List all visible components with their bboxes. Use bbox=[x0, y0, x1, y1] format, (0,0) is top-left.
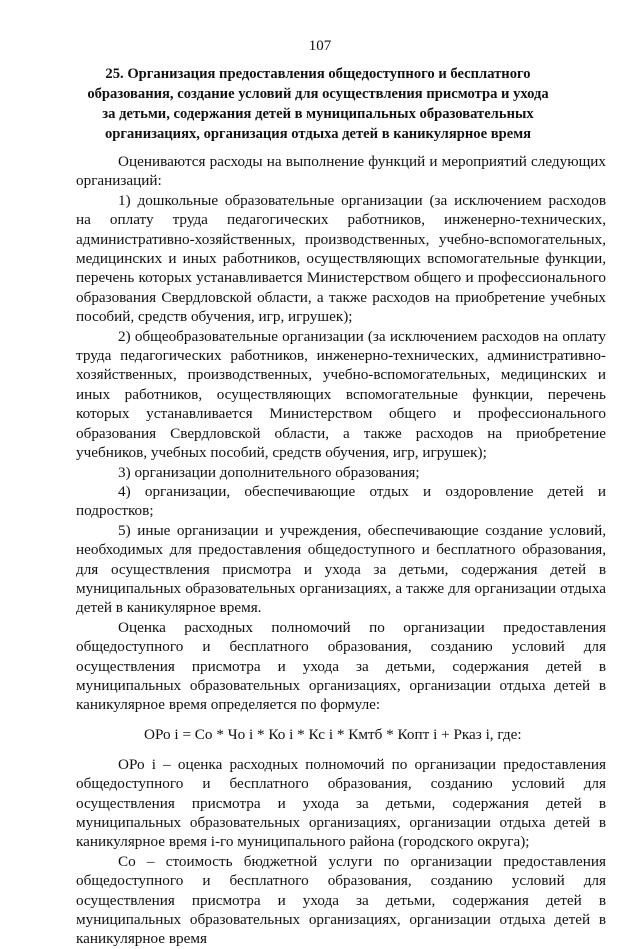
heading-line: образования, создание условий для осуществления присмотра и ухода bbox=[87, 86, 549, 102]
definition-co: Со – стоимость бюджетной услуги по организации предоставления общедоступного и бесплатного образования, созданию условий для осуществления присмотра и ухода за детьми, содержания детей в муниципальных образовательных организациях, организации отдыха детей в каникулярное время bbox=[76, 852, 606, 948]
paragraph-assessment: Оценка расходных полномочий по организации предоставления общедоступного и бесплатного образования, созданию условий для осуществления присмотра и ухода за детьми, содержания детей в муниципальных образовательных организациях, организации отдыха детей в каникулярное время определяется по формуле: bbox=[76, 618, 606, 714]
page-number: 107 bbox=[308, 38, 332, 54]
definition-or: ОРо i – оценка расходных полномочий по организации предоставления общедоступного и бесплатного образования, созданию условий для осуществления присмотра и ухода за детьми, содержания детей в муниципальных образовательных организациях, организации отдыха детей в каникулярное время i-го муниципального района (городского округа); bbox=[76, 755, 606, 851]
list-item-1: 1) дошкольные образовательные организации (за исключением расходов на оплату труда педагогических работников, инженерно-технических, административно-хозяйственных, производственных, учебно-вспомогательных, медицинских и иных работников, осуществляющих вспомогательные функции, перечень которых устанавливается Министерством общего и профессионального образования Свердловской области, а также расходов на приобретение учебных пособий, средств обучения, игр, игрушек); bbox=[76, 191, 606, 326]
spacer bbox=[76, 745, 606, 755]
spacer bbox=[76, 715, 606, 725]
list-item-4: 4) организации, обеспечивающие отдых и оздоровление детей и подростков; bbox=[76, 482, 606, 520]
heading-line: 25. Организация предоставления общедоступного и бесплатного bbox=[105, 66, 531, 82]
list-item-5: 5) иные организации и учреждения, обеспечивающие создание условий, необходимых для предоставления общедоступного и бесплатного образования, для осуществления присмотра и ухода за детьми, содержания детей в муниципальных образовательных организациях, а также для организации отдыха детей в каникулярное время. bbox=[76, 521, 606, 617]
heading-line: за детьми, содержания детей в муниципальных образовательных bbox=[102, 106, 534, 122]
list-item-2: 2) общеобразовательные организации (за исключением расходов на оплату труда педагогических работников, инженерно-технических, административно-хозяйственных, производственных, учебно-вспомогательных, медицинских и иных работников, осуществляющих вспомогательные функции, перечень которых устанавливается Министерством общего и профессионального образования Свердловской области, а также расходов на приобретение учебников, учебных пособий, средств обучения, игр, игрушек); bbox=[76, 327, 606, 462]
list-item-3: 3) организации дополнительного образования; bbox=[118, 463, 420, 481]
section-heading bbox=[80, 64, 556, 144]
document-body bbox=[76, 152, 606, 949]
heading-line: организациях, организация отдыха детей в каникулярное время bbox=[104, 126, 532, 142]
formula: ОРо i = Со * Чо i * Ко i * Кс i * Кмтб * Копт i + Рказ i, где: bbox=[144, 725, 522, 743]
paragraph-intro: Оцениваются расходы на выполнение функций и мероприятий следующих организаций: bbox=[76, 153, 606, 190]
